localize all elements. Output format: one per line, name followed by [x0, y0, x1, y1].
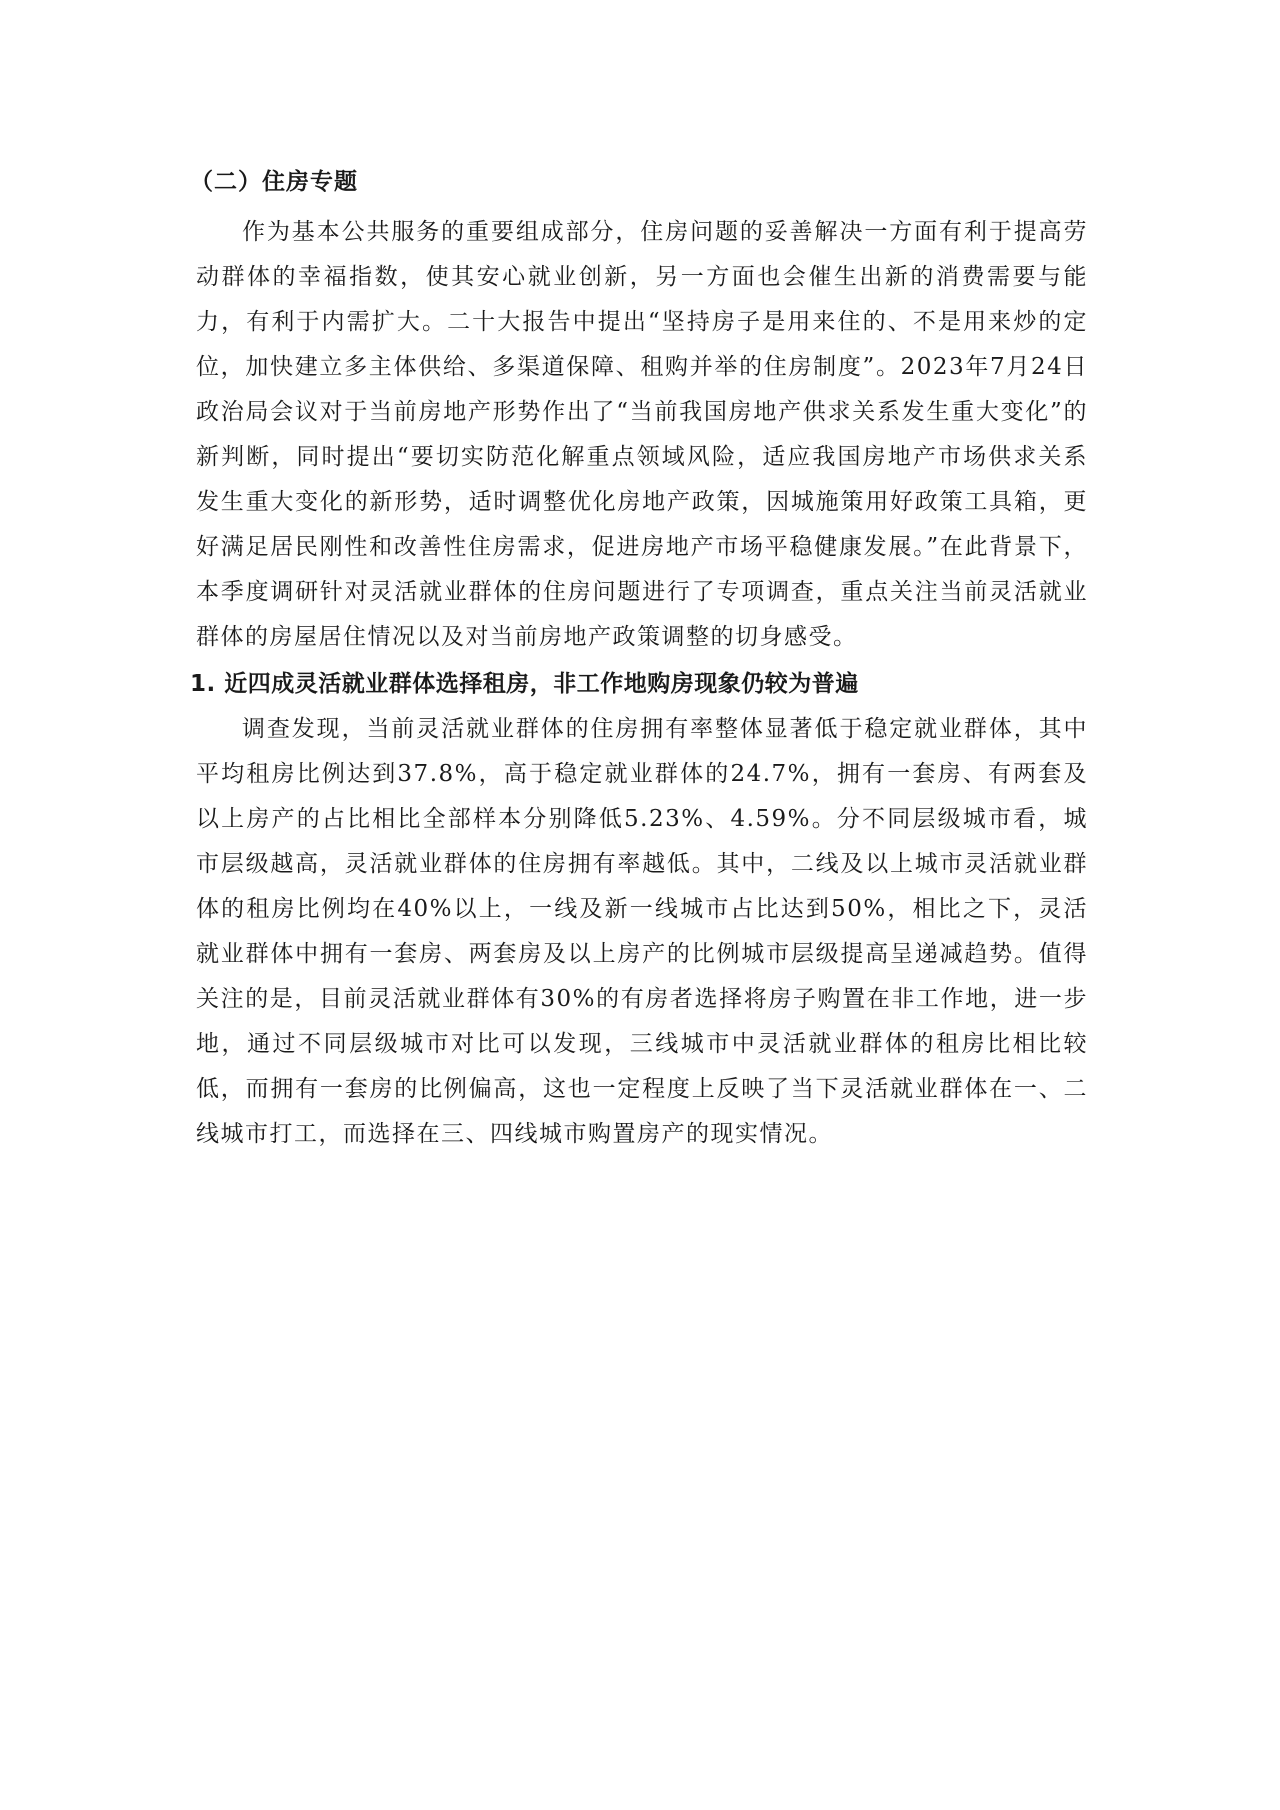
document-body: [190, 162, 1088, 1157]
intro-paragraph: 作为基本公共服务的重要组成部分，住房问题的妥善解决一方面有利于提高劳动群体的幸福指数，使其安心就业创新，另一方面也会催生出新的消费需要与能力，有利于内需扩大。二十大报告中提出“坚持房子是用来住的、不是用来炒的定位，加快建立多主体供给、多渠道保障、租购并举的住房制度”。2023年7月24日政治局会议对于当前房地产形势作出了“当前我国房地产供求关系发生重大变化”的新判断，同时提出“要切实防范化解重点领域风险，适应我国房地产市场供求关系发生重大变化的新形势，适时调整优化房地产政策，因城施策用好政策工具箱，更好满足居民刚性和改善性住房需求，促进房地产市场平稳健康发展。”在此背景下，本季度调研针对灵活就业群体的住房问题进行了专项调查，重点关注当前灵活就业群体的房屋居住情况以及对当前房地产政策调整的切身感受。: [196, 219, 1088, 650]
section-heading: （二）住房专题: [190, 169, 358, 195]
finding-paragraph: 调查发现，当前灵活就业群体的住房拥有率整体显著低于稳定就业群体，其中平均租房比例达到37.8%，高于稳定就业群体的24.7%，拥有一套房、有两套及以上房产的占比相比全部样本分别降低5.23%、4.59%。分不同层级城市看，城市层级越高，灵活就业群体的住房拥有率越低。其中，二线及以上城市灵活就业群体的租房比例均在40%以上，一线及新一线城市占比达到50%，相比之下，灵活就业群体中拥有一套房、两套房及以上房产的比例城市层级提高呈递减趋势。值得关注的是，目前灵活就业群体有30%的有房者选择将房子购置在非工作地，进一步地，通过不同层级城市对比可以发现，三线城市中灵活就业群体的租房比相比较低，而拥有一套房的比例偏高，这也一定程度上反映了当下灵活就业群体在一、二线城市打工，而选择在三、四线城市购置房产的现实情况。: [196, 716, 1088, 1147]
subsection-heading: 1. 近四成灵活就业群体选择租房，非工作地购房现象仍较为普遍: [190, 671, 859, 697]
